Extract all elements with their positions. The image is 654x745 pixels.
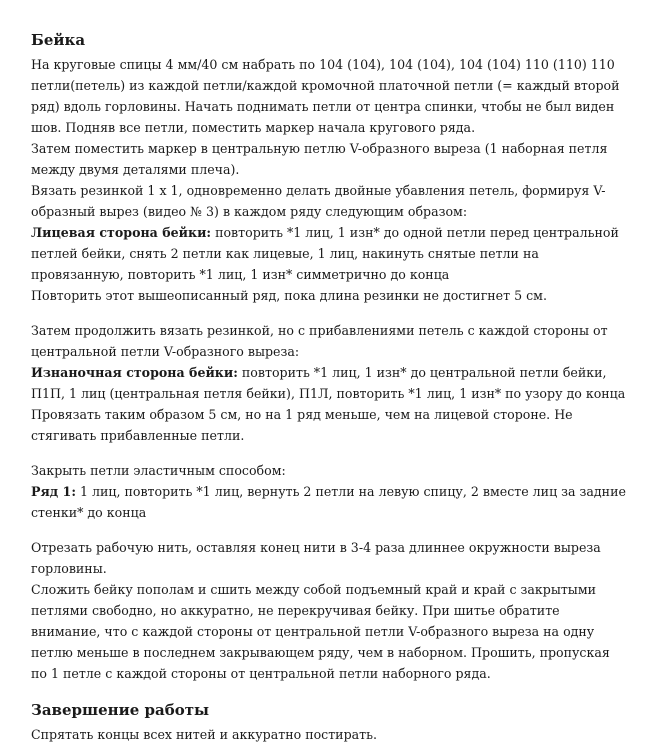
paragraph-bind-off: Закрыть петли эластичным способом:	[31, 463, 286, 478]
row-1-label: Ряд 1:	[31, 484, 76, 499]
wrong-side-text: повторить *1 лиц, 1 изн* до центральной петли бейки, П1П, 1 лиц (центральная петля бейки), П1Л, повторить *1 лиц, 1 изн* по узору до конца	[31, 365, 626, 401]
row-1-text: 1 лиц, повторить *1 лиц, вернуть 2 петли на левую спицу, 2 вместе лиц за задние стенки* до конца	[31, 484, 626, 520]
paragraph-sew-band: Сложить бейку пополам и сшить между собой подъемный край и край с закрытыми петлями свободно, но аккуратно, не перекручивая бейку. При шитье обратите внимание, что с каждой стороны от центральной петли V-образного выреза на одну петлю меньше в последнем закрывающем ряду, чем в наборном. Прошить, пропуская по 1 петле с каждой стороны от центральной петли наборного ряда.	[31, 582, 610, 681]
paragraph-row-1	[31, 481, 628, 523]
paragraph-wrong-side	[31, 362, 628, 404]
right-side-label: Лицевая сторона бейки:	[31, 225, 212, 240]
section-title-beika: Бейка	[31, 31, 86, 49]
paragraph-right-side	[31, 222, 628, 285]
section-title-finishing: Завершение работы	[31, 701, 210, 719]
paragraph-weave-ends: Спрятать концы всех нитей и аккуратно постирать.	[31, 727, 377, 742]
paragraph-cast-on: На круговые спицы 4 мм/40 см набрать по 104 (104), 104 (104), 104 (104) 110 (110) 110 петли(петель) из каждой петли/каждой кромочной платочной петли (= каждый второй ряд) вдоль горловины. Начать поднимать петли от центра спинки, чтобы не был виден шов. Подняв все петли, поместить маркер начала кругового ряда.	[31, 57, 620, 135]
paragraph-cut-yarn: Отрезать рабочую нить, оставляя конец нити в 3-4 раза длиннее окружности выреза горловины.	[31, 540, 601, 576]
wrong-side-label: Изнаночная сторона бейки:	[31, 365, 238, 380]
paragraph-knit-5cm: Провязать таким образом 5 см, но на 1 ряд меньше, чем на лицевой стороне. Не стягивать прибавленные петли.	[31, 407, 573, 443]
right-side-text: повторить *1 лиц, 1 изн* до одной петли перед центральной петлей бейки, снять 2 петли как лицевые, 1 лиц, накинуть снятые петли на провязанную, повторить *1 лиц, 1 изн* симметрично до конца	[31, 225, 619, 282]
paragraph-increase: Затем продолжить вязать резинкой, но с прибавлениями петель с каждой стороны от центральной петли V-образного выреза:	[31, 323, 608, 359]
paragraph-marker: Затем поместить маркер в центральную петлю V-образного выреза (1 наборная петля между двумя деталями плеча).	[31, 141, 608, 177]
paragraph-rib-decrease: Вязать резинкой 1 х 1, одновременно делать двойные убавления петель, формируя V-образный вырез (видео № 3) в каждом ряду следующим образом:	[31, 183, 606, 219]
paragraph-repeat: Повторить этот вышеописанный ряд, пока длина резинки не достигнет 5 см.	[31, 288, 547, 303]
